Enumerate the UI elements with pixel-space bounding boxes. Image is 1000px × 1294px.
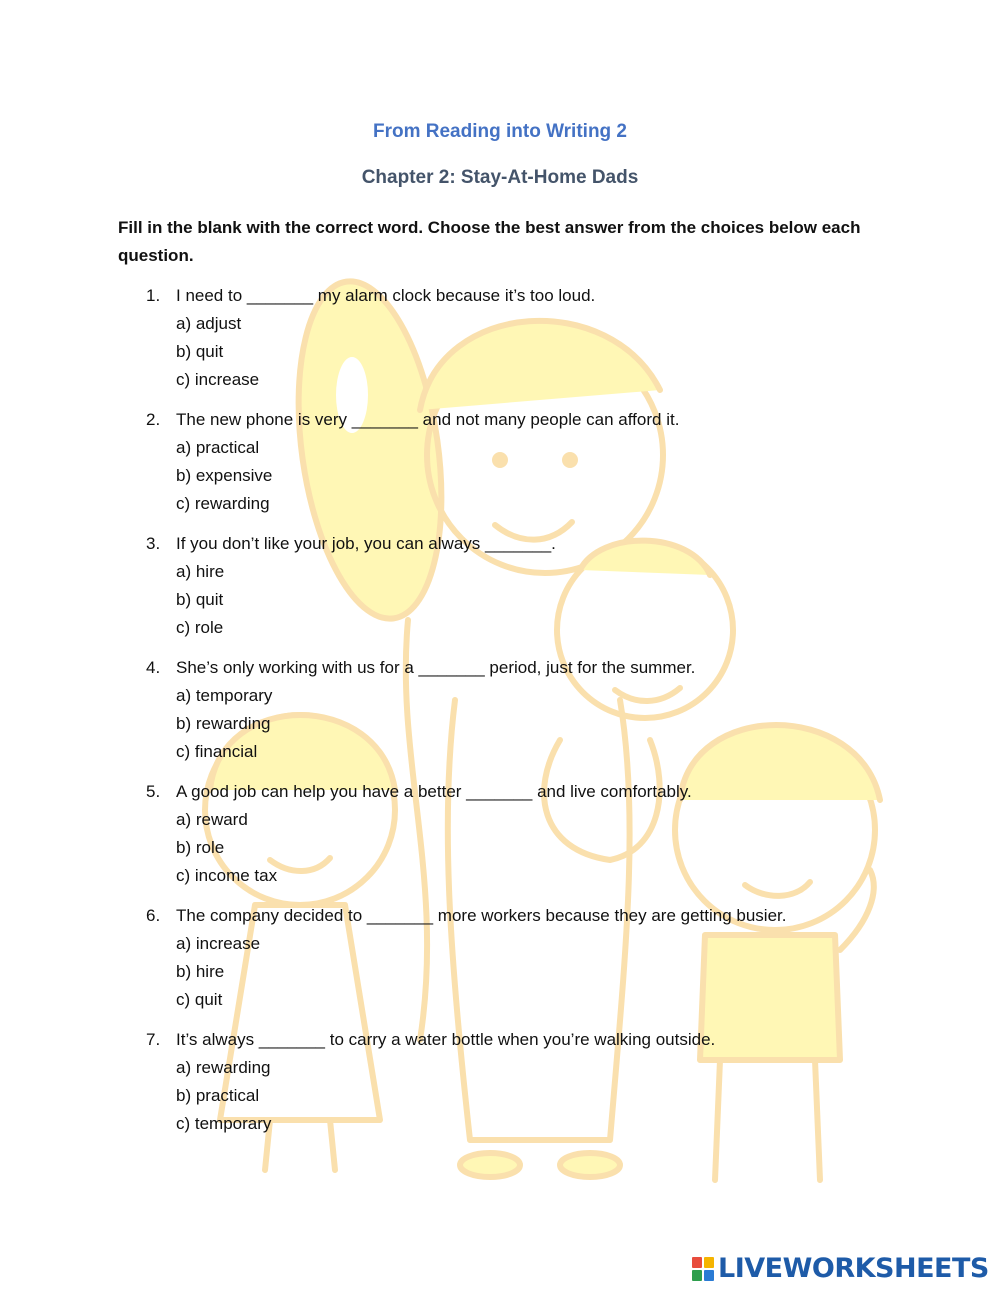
logo-tile (704, 1270, 714, 1281)
answer-option[interactable]: c) role (176, 618, 224, 637)
answer-option[interactable]: a) increase (176, 934, 261, 953)
logo-tile (692, 1270, 702, 1281)
answer-option[interactable]: b) expensive (176, 466, 273, 485)
liveworksheets-logo-text: LIVEWORKSHEETS (718, 1253, 989, 1284)
question-7 (146, 1026, 866, 1138)
question-text: The new phone is very _______ and not many people can afford it. (176, 410, 680, 429)
question-number: 1. (146, 286, 161, 305)
logo-tile (692, 1257, 702, 1268)
answer-option[interactable]: a) adjust (176, 314, 242, 333)
answer-option[interactable]: a) practical (176, 438, 260, 457)
question-4 (146, 654, 866, 766)
answer-option[interactable]: c) income tax (176, 866, 278, 885)
answer-option[interactable]: c) quit (176, 990, 223, 1009)
question-6 (146, 902, 866, 1014)
question-3 (146, 530, 866, 642)
answer-option[interactable]: a) reward (176, 810, 248, 829)
question-text: She’s only working with us for a _______ period, just for the summer. (176, 658, 696, 677)
question-2 (146, 406, 866, 518)
answer-option[interactable]: c) rewarding (176, 494, 270, 513)
question-text: It’s always _______ to carry a water bottle when you’re walking outside. (176, 1030, 716, 1049)
question-number: 5. (146, 782, 161, 801)
answer-option[interactable]: b) practical (176, 1086, 260, 1105)
question-1 (146, 282, 866, 394)
question-5 (146, 778, 866, 890)
question-text: The company decided to _______ more workers because they are getting busier. (176, 906, 787, 925)
instructions: Fill in the blank with the correct word. Choose the best answer from the choices below each question. (118, 218, 861, 265)
question-number: 7. (146, 1030, 161, 1049)
liveworksheets-logo-icon (692, 1257, 714, 1281)
answer-option[interactable]: c) financial (176, 742, 258, 761)
answer-option[interactable]: c) increase (176, 370, 260, 389)
answer-option[interactable]: b) role (176, 838, 225, 857)
answer-option[interactable]: b) quit (176, 590, 224, 609)
question-number: 3. (146, 534, 161, 553)
question-text: I need to _______ my alarm clock because it’s too loud. (176, 286, 596, 305)
answer-option[interactable]: b) hire (176, 962, 225, 981)
question-number: 4. (146, 658, 161, 677)
answer-option[interactable]: b) quit (176, 342, 224, 361)
answer-option[interactable]: c) temporary (176, 1114, 272, 1133)
question-number: 6. (146, 906, 161, 925)
question-number: 2. (146, 410, 161, 429)
logo-tile (704, 1257, 714, 1268)
page-title: From Reading into Writing 2 (372, 121, 628, 142)
question-text: A good job can help you have a better _______ and live comfortably. (176, 782, 692, 801)
question-text: If you don’t like your job, you can always _______. (176, 534, 556, 553)
answer-option[interactable]: a) hire (176, 562, 225, 581)
chapter-title: Chapter 2: Stay-At-Home Dads (361, 167, 639, 188)
answer-option[interactable]: a) rewarding (176, 1058, 271, 1077)
liveworksheets-logo[interactable] (692, 1252, 989, 1286)
answer-option[interactable]: b) rewarding (176, 714, 271, 733)
answer-option[interactable]: a) temporary (176, 686, 273, 705)
